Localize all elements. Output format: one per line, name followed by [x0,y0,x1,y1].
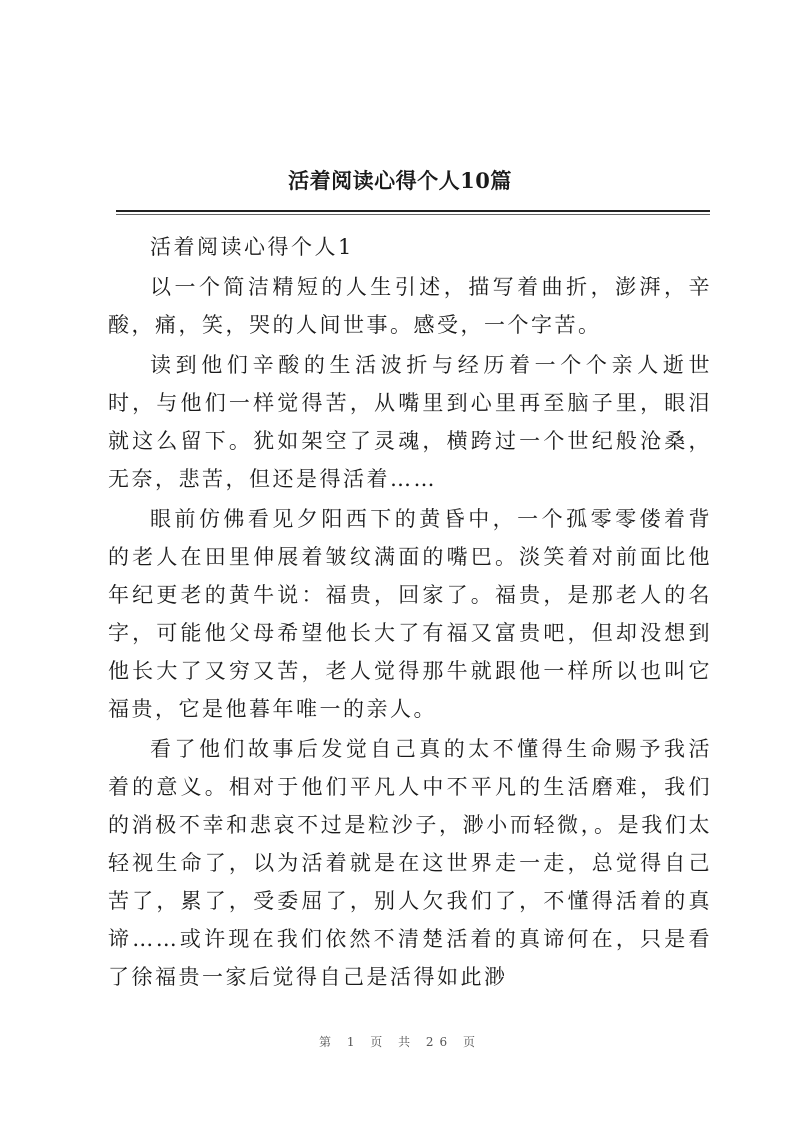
section-heading: 活着阅读心得个人1 [150,235,354,259]
title-underline-secondary [116,214,710,215]
title-underline [116,210,710,212]
page-footer: 第 1 页 共 26 页 [319,1035,481,1049]
paragraph-3: 眼前仿佛看见夕阳西下的黄昏中，一个孤零零偻着背的老人在田里伸展着皱纹满面的嘴巴。淡笑着对前面比他年纪更老的黄牛说：福贵，回家了。福贵，是那老人的名字，可能他父母希望他长大了有福又富贵吧，但却没想到他长大了又穷又苦，老人觉得那牛就跟他一样所以也叫它福贵，它是他暮年唯一的亲人。 [108,507,712,721]
paragraph-2: 读到他们辛酸的生活波折与经历着一个个亲人逝世时，与他们一样觉得苦，从嘴里到心里再至脑子里，眼泪就这么留下。犹如架空了灵魂，横跨过一个世纪般沧桑，无奈，悲苦，但还是得活着…… [108,353,712,491]
document-body [108,228,712,998]
paragraph-1: 以一个简洁精短的人生引述，描写着曲折，澎湃，辛酸，痛，笑，哭的人间世事。感受，一个字苦。 [108,275,712,337]
document-title: 活着阅读心得个人10篇 [288,168,512,193]
paragraph-4: 看了他们故事后发觉自己真的太不懂得生命赐予我活着的意义。相对于他们平凡人中不平凡的生活磨难，我们的消极不幸和悲哀不过是粒沙子，渺小而轻微，。是我们太轻视生命了，以为活着就是在这世界走一走，总觉得自己苦了，累了，受委屈了，别人欠我们了，不懂得活着的真谛……或许现在我们依然不清楚活着的真谛何在，只是看了徐福贵一家后觉得自己是活得如此渺 [108,737,712,989]
